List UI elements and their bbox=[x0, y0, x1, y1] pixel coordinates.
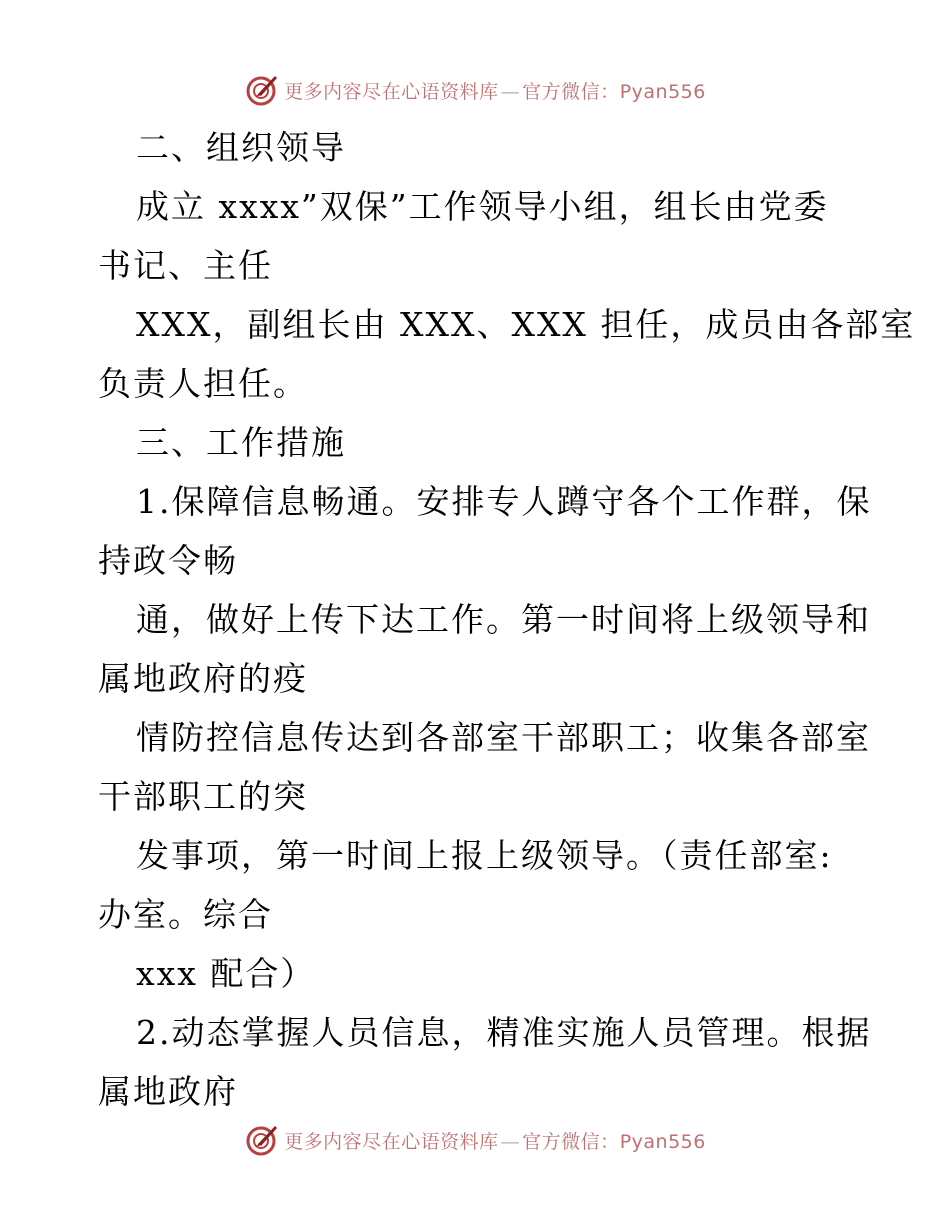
seal-quill-icon bbox=[244, 1122, 280, 1158]
paragraph-line: 情防控信息传达到各部室干部职工；收集各部室 bbox=[136, 718, 871, 757]
paragraph-line: XXX，副组长由 XXX、XXX 担任，成员由各部室 bbox=[136, 305, 916, 344]
section-heading: 二、组织领导 bbox=[136, 128, 346, 167]
watermark-text: 更多内容尽在心语资料库 — 官方微信：Pyan556 bbox=[284, 80, 706, 103]
paragraph-line: xxx 配合） bbox=[136, 954, 316, 993]
paragraph-line: 1.保障信息畅通。安排专人蹲守各个工作群，保 bbox=[136, 482, 872, 521]
paragraph-line: 通，做好上传下达工作。第一时间将上级领导和 bbox=[136, 600, 871, 639]
paragraph-line: 书记、主任 bbox=[98, 246, 273, 285]
paragraph-line: 持政令畅 bbox=[98, 541, 238, 580]
watermark-text: 更多内容尽在心语资料库 — 官方微信：Pyan556 bbox=[284, 1130, 706, 1153]
seal-quill-icon bbox=[244, 72, 280, 108]
paragraph-line: 2.动态掌握人员信息，精准实施人员管理。根据 bbox=[136, 1013, 872, 1052]
paragraph-line: 属地政府 bbox=[98, 1072, 238, 1111]
paragraph-line: 成立 xxxx”双保”工作领导小组，组长由党委 bbox=[136, 187, 829, 226]
paragraph-line: 办室。综合 bbox=[98, 895, 273, 934]
paragraph-line: 发事项，第一时间上报上级领导。（责任部室: bbox=[136, 836, 833, 875]
header-watermark bbox=[0, 70, 950, 110]
document-body bbox=[98, 118, 916, 1121]
paragraph-line: 干部职工的突 bbox=[98, 777, 308, 816]
paragraph-line: 属地政府的疫 bbox=[98, 659, 308, 698]
footer-watermark bbox=[0, 1120, 950, 1160]
section-heading: 三、工作措施 bbox=[136, 423, 346, 462]
paragraph-line: 负责人担任。 bbox=[98, 364, 308, 403]
